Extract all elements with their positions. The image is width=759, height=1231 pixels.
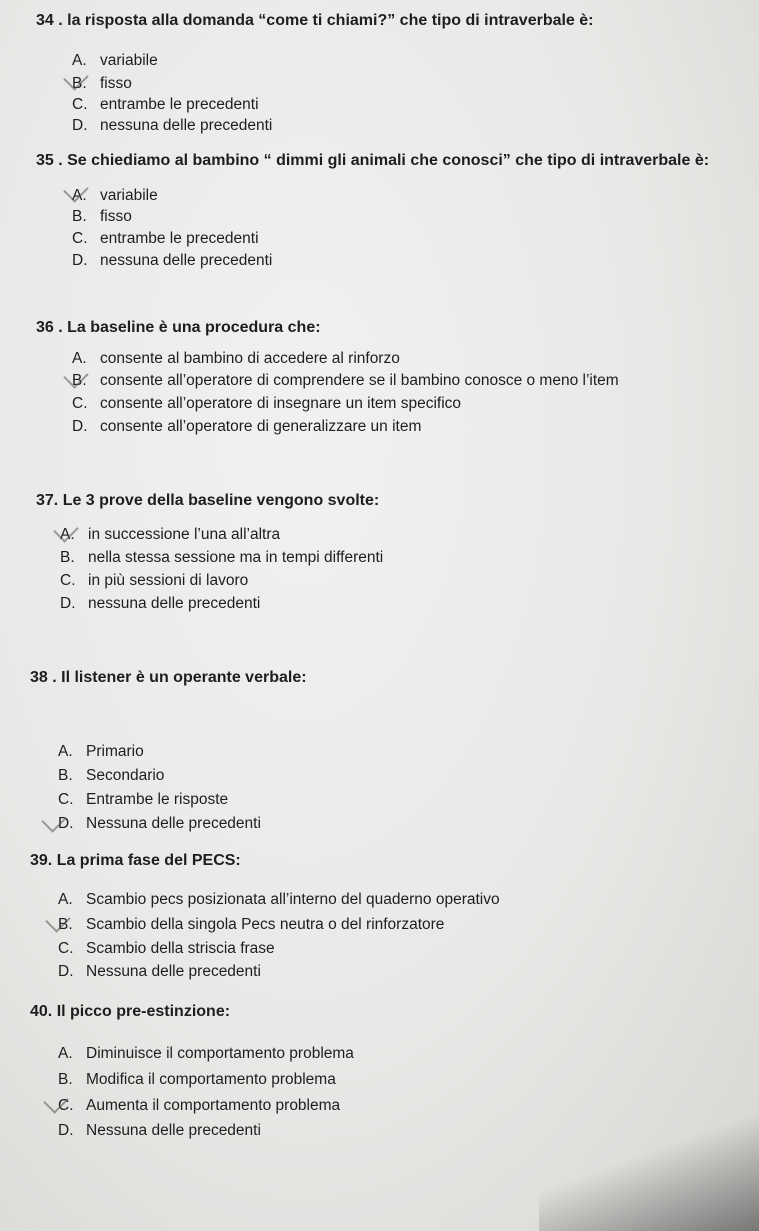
option-38-b[interactable] xyxy=(58,767,164,785)
option-34-a[interactable] xyxy=(72,52,158,70)
option-39-c[interactable] xyxy=(58,940,275,958)
option-text: in successione l’una all’altra xyxy=(88,526,281,543)
option-letter: B. xyxy=(72,208,87,225)
option-text: entrambe le precedenti xyxy=(100,230,259,247)
option-text: consente all’operatore di generalizzare un item xyxy=(100,418,422,435)
option-text: Secondario xyxy=(86,767,165,784)
option-39-d[interactable] xyxy=(58,963,261,981)
option-letter: C. xyxy=(72,96,88,113)
option-letter: B. xyxy=(58,767,73,784)
option-text: nessuna delle precedenti xyxy=(88,595,261,612)
question-title-34: 34 . la risposta alla domanda “come ti chiami?” che tipo di intraverbale è: xyxy=(36,12,594,29)
option-text: Diminuisce il comportamento problema xyxy=(86,1045,354,1062)
option-text: Scambio pecs posizionata all’interno del quaderno operativo xyxy=(86,891,500,908)
option-40-c[interactable] xyxy=(58,1097,340,1115)
option-38-d[interactable] xyxy=(58,815,261,833)
option-text: consente all’operatore di comprendere se il bambino conosce o meno l’item xyxy=(100,372,619,389)
option-text: nessuna delle precedenti xyxy=(100,252,273,269)
option-text: Scambio della singola Pecs neutra o del rinforzatore xyxy=(86,916,445,933)
option-text: variabile xyxy=(100,187,158,204)
option-text: Modifica il comportamento problema xyxy=(86,1071,336,1088)
option-letter: A. xyxy=(60,526,75,543)
option-letter: A. xyxy=(58,743,73,760)
option-text: variabile xyxy=(100,52,158,69)
question-title-35: 35 . Se chiediamo al bambino “ dimmi gli animali che conosci” che tipo di intraverbale è: xyxy=(36,152,710,169)
option-letter: C. xyxy=(58,940,74,957)
option-letter: A. xyxy=(72,350,87,367)
option-36-c[interactable] xyxy=(72,395,461,413)
option-text: Scambio della striscia frase xyxy=(86,940,275,957)
option-letter: D. xyxy=(58,815,74,832)
option-letter: A. xyxy=(58,891,73,908)
option-36-a[interactable] xyxy=(72,350,400,368)
option-text: entrambe le precedenti xyxy=(100,96,259,113)
question-title-39: 39. La prima fase del PECS: xyxy=(30,852,241,869)
option-letter: C. xyxy=(60,572,76,589)
option-letter: C. xyxy=(58,791,74,808)
option-38-c[interactable] xyxy=(58,791,228,809)
option-37-b[interactable] xyxy=(60,549,383,567)
option-35-d[interactable] xyxy=(72,252,272,270)
option-40-d[interactable] xyxy=(58,1122,261,1140)
option-letter: D. xyxy=(58,963,74,980)
option-37-d[interactable] xyxy=(60,595,260,613)
option-39-a[interactable] xyxy=(58,891,500,909)
option-letter: D. xyxy=(72,418,88,435)
option-letter: D. xyxy=(60,595,76,612)
option-text: consente al bambino di accedere al rinforzo xyxy=(100,350,400,367)
option-text: consente all’operatore di insegnare un item specifico xyxy=(100,395,462,412)
question-title-38: 38 . Il listener è un operante verbale: xyxy=(30,669,307,686)
option-text: nella stessa sessione ma in tempi differenti xyxy=(88,549,384,566)
question-title-37: 37. Le 3 prove della baseline vengono svolte: xyxy=(36,492,380,509)
option-text: Entrambe le risposte xyxy=(86,791,229,808)
option-letter: D. xyxy=(72,252,88,269)
option-37-c[interactable] xyxy=(60,572,248,590)
option-letter: D. xyxy=(58,1122,74,1139)
option-letter: C. xyxy=(72,230,88,247)
option-34-c[interactable] xyxy=(72,96,259,114)
option-text: nessuna delle precedenti xyxy=(100,117,273,134)
corner-shadow xyxy=(539,1111,759,1231)
option-35-c[interactable] xyxy=(72,230,259,248)
option-letter: B. xyxy=(58,916,73,933)
option-39-b[interactable] xyxy=(58,916,444,934)
option-letter: A. xyxy=(72,187,87,204)
option-40-b[interactable] xyxy=(58,1071,336,1089)
option-38-a[interactable] xyxy=(58,743,144,761)
option-35-b[interactable] xyxy=(72,208,132,226)
option-text: Nessuna delle precedenti xyxy=(86,963,261,980)
option-letter: B. xyxy=(72,75,87,92)
option-34-d[interactable] xyxy=(72,117,272,135)
option-letter: C. xyxy=(58,1097,74,1114)
question-title-36: 36 . La baseline è una procedura che: xyxy=(36,319,321,336)
option-letter: A. xyxy=(72,52,87,69)
option-text: Nessuna delle precedenti xyxy=(86,1122,261,1139)
option-letter: A. xyxy=(58,1045,73,1062)
question-title-40: 40. Il picco pre-estinzione: xyxy=(30,1003,231,1020)
option-36-d[interactable] xyxy=(72,418,421,436)
option-36-b[interactable] xyxy=(72,372,619,390)
option-text: Aumenta il comportamento problema xyxy=(86,1097,341,1114)
option-text: Nessuna delle precedenti xyxy=(86,815,261,832)
option-40-a[interactable] xyxy=(58,1045,354,1063)
option-letter: B. xyxy=(72,372,87,389)
option-letter: D. xyxy=(72,117,88,134)
option-letter: B. xyxy=(58,1071,73,1088)
option-text: in più sessioni di lavoro xyxy=(88,572,249,589)
option-text: fisso xyxy=(100,75,132,92)
option-37-a[interactable] xyxy=(60,526,280,544)
option-text: fisso xyxy=(100,208,132,225)
option-letter: C. xyxy=(72,395,88,412)
option-letter: B. xyxy=(60,549,75,566)
option-text: Primario xyxy=(86,743,144,760)
